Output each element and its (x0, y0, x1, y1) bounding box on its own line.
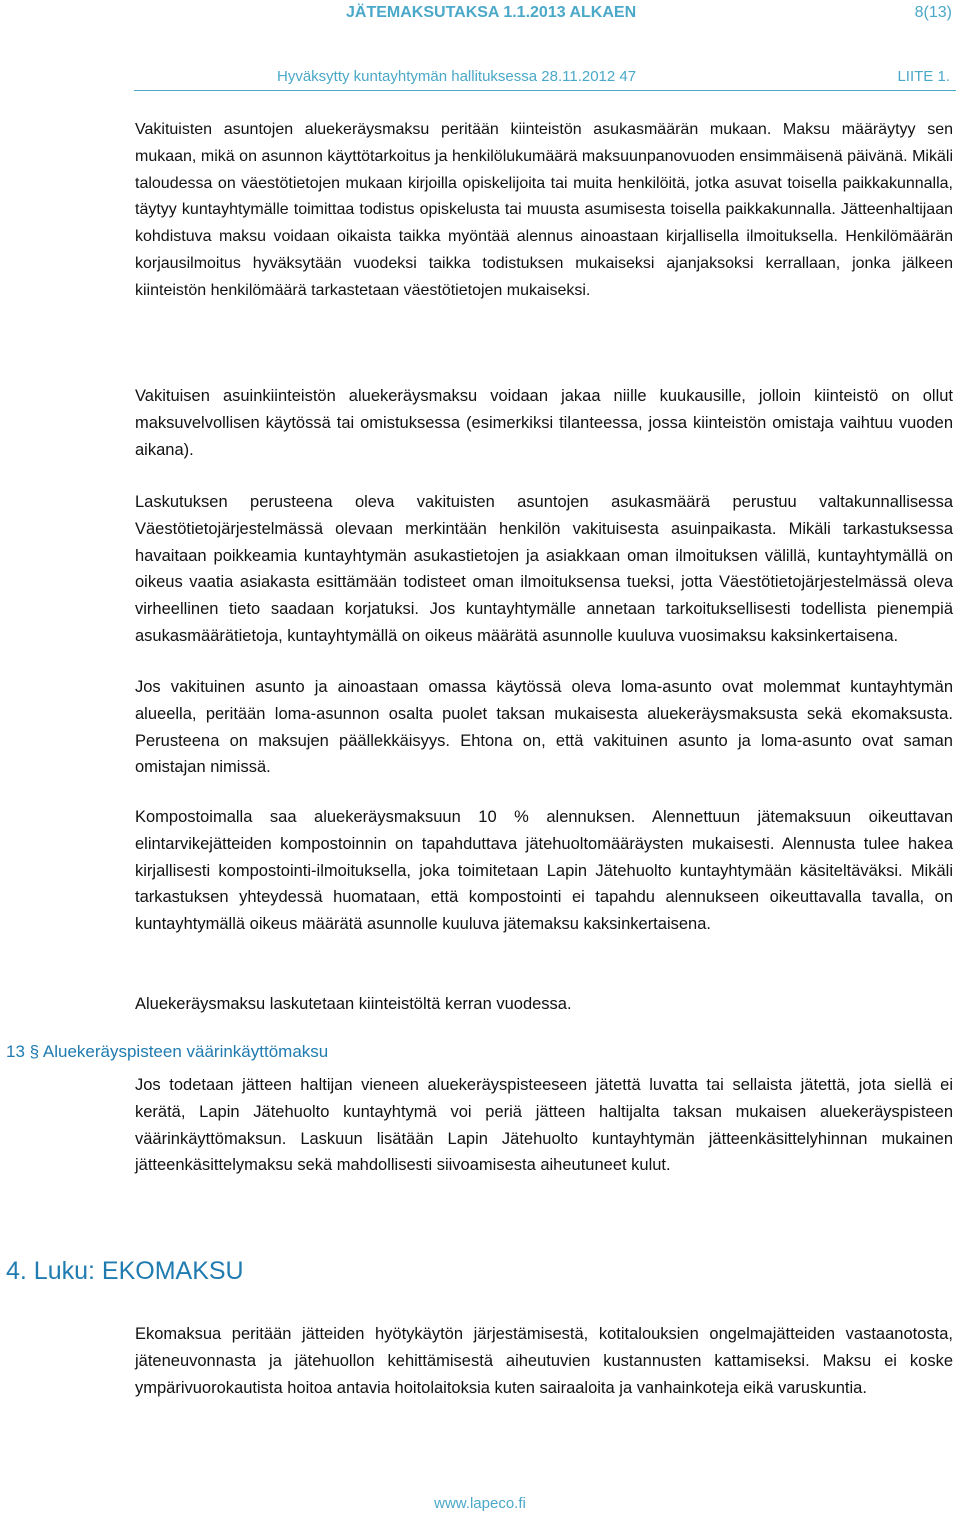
footer-url[interactable]: www.lapeco.fi (434, 1495, 526, 1512)
paragraph-composting: Kompostoimalla saa aluekeräysmaksuun 10 % alennuksen. Alennettuun jätemaksuun oikeuttavan elintarvikejätteiden kompostoinnin on tapahduttava jätehuoltomääräysten mukaisesti. Alennusta tulee hakea kirjallisesti kompostointi-ilmoituksella, joka toimitetaan Lapin Jätehuolto kuntayhtymään käsiteltäväksi. Mikäli tarkastuksen yhteydessä huomataan, että kompostointi ei tapahdu alennukseen oikeuttavalla tavalla, on kuntayhtymällä oikeus määrätä asunnolle kuuluva jätemaksu kaksinkertaisena. (135, 808, 953, 934)
paragraph-misuse-fee: Jos todetaan jätteen haltijan vieneen aluekeräyspisteeseen jätettä luvatta tai sellaista jätettä, jota siellä ei kerätä, Lapin Jätehuolto kuntayhtymä voi periä jätteen haltijalta taksan mukaisen aluekeräyspisteen väärinkäyttömaksun. Laskuun lisätään Lapin Jätehuolto kuntayhtymän jätteenkäsittelyhinnan mukainen jätteenkäsittelymaksu sekä mahdollisesti siivoamisesta aiheutuneet kulut. (135, 1076, 953, 1175)
attachment-label: LIITE 1. (897, 68, 950, 85)
header-divider (134, 90, 956, 91)
chapter-4-heading: 4. Luku: EKOMAKSU (6, 1257, 244, 1285)
paragraph-monthly-split: Vakituisen asuinkiinteistön aluekeräysmaksu voidaan jakaa niille kuukausille, jolloin kiinteistö on ollut maksuvelvollisen käytössä tai omistuksessa (esimerkiksi tilanteessa, jossa kiinteistön omistaja vaihtuu vuoden aikana). (135, 387, 953, 459)
paragraph-holiday-home: Jos vakituinen asunto ja ainoastaan omassa käytössä oleva loma-asunto ovat molemmat kuntayhtymän alueella, peritään loma-asunnon osalta puolet taksan mukaisesta aluekeräysmaksusta sekä ekomaksusta. Perusteena on maksujen päällekkäisyys. Ehtona on, että vakituinen asunto ja loma-asunto ovat saman omistajan nimissä. (135, 678, 953, 777)
paragraph-billing-frequency: Aluekeräysmaksu laskutetaan kiinteistöltä kerran vuodessa. (135, 995, 572, 1013)
section-13-heading: 13 § Aluekeräyspisteen väärinkäyttömaksu (6, 1042, 329, 1061)
page-number: 8(13) (914, 4, 952, 21)
paragraph-billing-basis: Laskutuksen perusteena oleva vakituisten asuntojen asukasmäärä perustuu valtakunnallisessa Väestötietojärjestelmässä olevaan merkintään henkilön vakituisesta asuinpaikasta. Mikäli tarkastuksessa havaitaan poikkeamia kuntayhtymän asukastietojen ja asiakkaan oman ilmoituksen välillä, kuntayhtymällä on oikeus vaatia asiakasta esittämään todisteet oman ilmoituksensa tueksi, jotta Väestötietojärjestelmässä oleva virheellinen tieto saadaan korjatuksi. Jos kuntayhtymälle annetaan tarkoituksellisesti todellista pienempiä asukasmäärätietoja, kuntayhtymällä on oikeus määrätä asunnolle kuuluva vuosimaksu kaksinkertaisena. (135, 493, 953, 645)
approval-note: Hyväksytty kuntayhtymän hallituksessa 28.11.2012 47 (277, 68, 637, 85)
paragraph-eco-fee: Ekomaksua peritään jätteiden hyötykäytön järjestämisestä, kotitalouksien ongelmajätteiden vastaanotosta, jäteneuvonnasta ja jätehuollon kehittämisestä aiheutuvien kustannusten kattamiseksi. Maksu ei koske ympärivuorokautista hoitoa antavia hoitolaitoksia kuten sairaaloita ja vanhainkoteja eikä varuskuntia. (135, 1325, 953, 1397)
document-title: JÄTEMAKSUTAKSA 1.1.2013 ALKAEN (346, 4, 637, 21)
paragraph-resident-count: Vakituisten asuntojen aluekeräysmaksu peritään kiinteistön asukasmäärän mukaan. Maksu määräytyy sen mukaan, mikä on asunnon käyttötarkoitus ja henkilölukumäärä maksuunpanovuoden ensimmäisenä päivänä. Mikäli taloudessa on väestötietojen mukaan kirjoilla opiskelijoita tai muita henkilöitä, jotka asuvat toisella paikkakunnalla, täytyy kuntayhtymälle toimittaa todistus opiskelusta tai muusta asumisesta toisella paikkakunnalla. Jätteenhaltijaan kohdistuva maksu voidaan oikaista taikka myöntää alennus ainoastaan kirjallisella ilmoituksella. Henkilömäärän korjausilmoitus hyväksytään vuodeksi taikka todistuksen mukaiseksi ajanjaksoksi kerrallaan, jonka jälkeen kiinteistön henkilömäärä tarkastetaan väestötietojen mukaiseksi. (135, 121, 953, 299)
